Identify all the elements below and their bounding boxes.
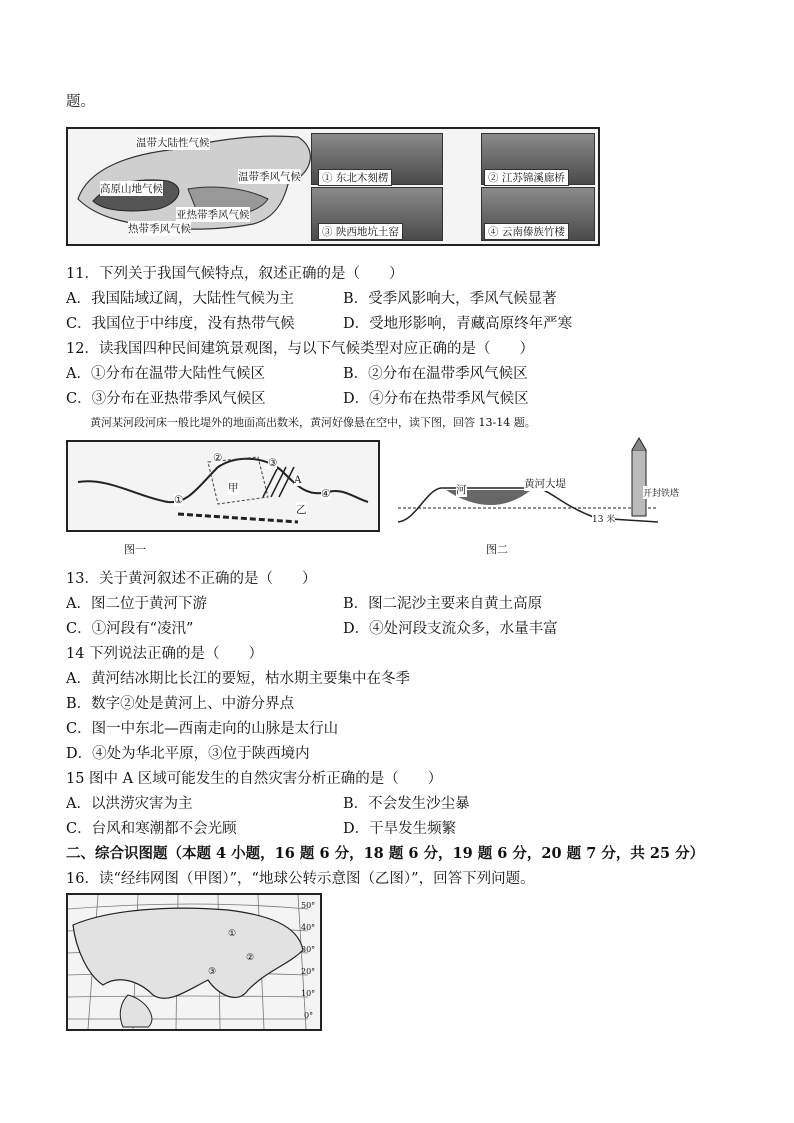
lat-label-0: 0°	[304, 1011, 314, 1020]
lat-label-50: 50°	[301, 901, 316, 910]
photo-1-label: ① 东北木刻楞	[318, 169, 392, 186]
section-label-river: 河	[456, 484, 467, 496]
q12-option-c: C．③分布在亚热带季风气候区	[66, 391, 266, 407]
graticule-drawing	[68, 895, 320, 1029]
map-mark-2: ②	[246, 953, 255, 963]
map-mark-3: ③	[208, 967, 217, 977]
q11-option-c: C．我国位于中纬度，没有热带气候	[66, 316, 295, 332]
q14-option-d: D．④处为华北平原，③位于陕西境内	[66, 746, 310, 762]
section-label-13m: 13 米	[592, 512, 615, 525]
climate-label-subtropical-monsoon: 亚热带季风气候	[176, 209, 250, 221]
climate-label-temperate-continental: 温带大陆性气候	[136, 137, 210, 149]
lat-label-40: 40°	[301, 923, 316, 932]
q16-stem: 16．读“经纬网图（甲图）”，“地球公转示意图（乙图）”，回答下列问题。	[66, 871, 535, 887]
map-label-jia: 甲	[228, 482, 239, 494]
q14-stem: 14 下列说法正确的是（ ）	[66, 646, 264, 662]
q15-option-d: D．干旱发生频繁	[343, 821, 457, 837]
climate-label-temperate-monsoon: 温带季风气候	[238, 171, 301, 183]
q11-stem: 11．下列关于我国气候特点，叙述正确的是（ ）	[66, 266, 404, 282]
q12-option-d: D．④分布在热带季风气候区	[343, 391, 529, 407]
map-mark-1: ①	[174, 494, 184, 506]
intro-13-14: 黄河某河段河床一般比堤外的地面高出数米，黄河好像悬在空中，读下图，回答 13-14 题。	[90, 416, 536, 429]
photo-4-label: ④ 云南傣族竹楼	[484, 223, 569, 240]
q14-option-c: C．图一中东北—西南走向的山脉是太行山	[66, 721, 339, 737]
section-label-levee: 黄河大堤	[524, 478, 566, 490]
latitude-longitude-map	[66, 893, 322, 1031]
map-mark-2: ②	[213, 452, 223, 464]
map-mark-3: ③	[268, 457, 278, 469]
q13-option-b: B．图二泥沙主要来自黄土高原	[343, 596, 543, 612]
q11-option-a: A．我国陆域辽阔，大陆性气候为主	[66, 291, 294, 307]
figure-2-caption: 图二	[486, 543, 508, 556]
yellow-river-map-drawing	[68, 442, 378, 530]
q15-option-b: B．不会发生沙尘暴	[343, 796, 470, 812]
q15-option-c: C．台风和寒潮都不会光顾	[66, 821, 237, 837]
map-mark-1: ①	[228, 929, 237, 939]
q15-stem: 15 图中 A 区域可能发生的自然灾害分析正确的是（ ）	[66, 771, 443, 787]
section-label-tower: 开封铁塔	[643, 486, 679, 499]
q13-option-d: D．④处河段支流众多，水量丰富	[343, 621, 558, 637]
top-fragment: 题。	[66, 94, 95, 110]
lat-label-20: 20°	[301, 967, 316, 976]
q12-option-b: B．②分布在温带季风气候区	[343, 366, 528, 382]
river-cross-section	[396, 430, 680, 530]
q15-option-a: A．以洪涝灾害为主	[66, 796, 193, 812]
map-label-yi: 乙	[296, 504, 307, 516]
climate-building-figure	[66, 127, 600, 246]
q12-stem: 12．读我国四种民间建筑景观图，与以下气候类型对应正确的是（ ）	[66, 341, 534, 357]
lat-label-10: 10°	[301, 989, 316, 998]
q11-option-b: B．受季风影响大，季风气候显著	[343, 291, 557, 307]
lat-label-30: 30°	[301, 945, 316, 954]
map-mark-4: ④	[321, 488, 331, 500]
q11-option-d: D．受地形影响，青藏高原终年严寒	[343, 316, 573, 332]
q13-stem: 13．关于黄河叙述不正确的是（ ）	[66, 571, 317, 587]
photo-3-label: ③ 陕西地坑土窑	[318, 223, 403, 240]
q13-option-a: A．图二位于黄河下游	[66, 596, 207, 612]
climate-label-plateau: 高原山地气候	[100, 183, 163, 195]
photo-2-label: ② 江苏锦溪廊桥	[484, 169, 569, 186]
climate-label-tropical-monsoon: 热带季风气候	[128, 223, 191, 235]
figure-1-caption: 图一	[124, 543, 146, 556]
q13-option-c: C．①河段有“凌汛”	[66, 621, 194, 637]
yellow-river-map	[66, 440, 380, 532]
q12-option-a: A．①分布在温带大陆性气候区	[66, 366, 265, 382]
section-2-heading: 二、综合识图题（本题 4 小题，16 题 6 分，18 题 6 分，19 题 6 分，20 题 7 分，共 25 分）	[66, 845, 705, 862]
q14-option-a: A．黄河结冰期比长江的要短，枯水期主要集中在冬季	[66, 671, 410, 687]
map-label-a: A	[294, 474, 302, 486]
q14-option-b: B．数字②处是黄河上、中游分界点	[66, 696, 295, 712]
